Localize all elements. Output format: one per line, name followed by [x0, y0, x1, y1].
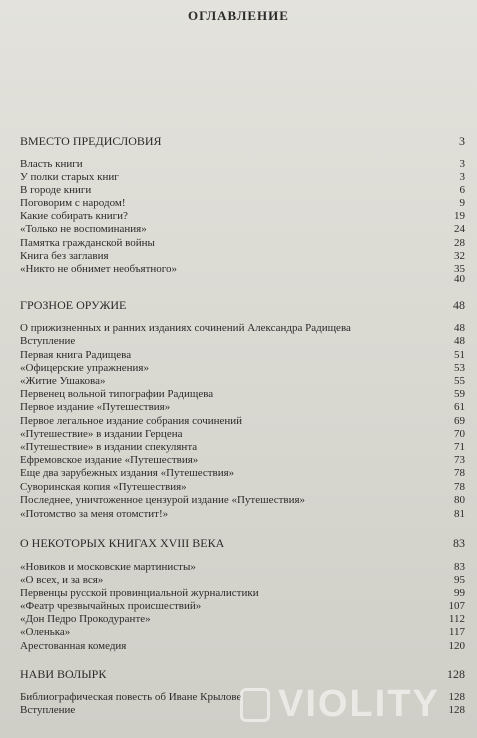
toc-page-number: 3	[459, 134, 465, 148]
toc-page-number: 9	[459, 197, 465, 209]
toc-entry-text: ВМЕСТО ПРЕДИСЛОВИЯ	[20, 134, 162, 148]
toc-page-number: 107	[448, 600, 465, 612]
toc-entry-text: Первое издание «Путешествия»	[20, 401, 171, 413]
toc-entry-text: Какие собирать книги?	[20, 210, 128, 222]
toc-page-number: 24	[454, 223, 465, 235]
toc-entry	[20, 586, 465, 600]
toc-entry	[20, 573, 465, 587]
watermark-logo-icon	[240, 688, 270, 722]
toc-page-number: 19	[454, 210, 465, 222]
toc-entry	[20, 222, 465, 236]
toc-entry-text: Вступление	[20, 704, 76, 716]
toc-entry-text: Библиографическая повесть об Иване Крылове	[20, 691, 242, 703]
toc-entry	[20, 414, 465, 428]
toc-entry	[20, 361, 465, 375]
toc-entry	[20, 400, 465, 414]
toc-entry-text: «Офицерские упражнения»	[20, 362, 149, 374]
toc-entry	[20, 466, 465, 480]
toc-entry	[20, 157, 465, 171]
toc-entry-text: «Феатр чрезвычайных происшествий»	[20, 600, 202, 612]
toc-entry-text: Первенцы русской провинциальной журналистики	[20, 587, 259, 599]
toc-page-number: 48	[453, 298, 465, 312]
toc-page-number: 95	[454, 574, 465, 586]
toc-entry-text: Еще два зарубежных издания «Путешествия»	[20, 467, 235, 479]
toc-page-number: 117	[448, 626, 465, 638]
toc-page-number: 99	[454, 587, 465, 599]
toc-page-number: 59	[454, 388, 465, 400]
toc-page-number: 128	[448, 704, 465, 716]
toc-page-number: 61	[454, 401, 465, 413]
toc-page-number: 80	[454, 494, 465, 506]
toc-entry-text: У полки старых книг	[20, 171, 119, 183]
toc-entry-text: О прижизненных и ранних изданиях сочинений Александра Радищева	[20, 322, 351, 334]
toc-entry-text: Первенец вольной типографии Радищева	[20, 388, 214, 400]
toc-entry	[20, 507, 465, 521]
toc-entry	[20, 625, 465, 639]
toc-entry-text: Ефремовское издание «Путешествия»	[20, 454, 199, 466]
toc-entry	[20, 480, 465, 494]
toc-section-heading	[20, 666, 465, 682]
toc-entry-text: В городе книги	[20, 184, 92, 196]
toc-entry	[20, 387, 465, 401]
toc-entry-text: «Оленька»	[20, 626, 71, 638]
toc-page-number: 55	[454, 375, 465, 387]
toc-entry-text: НАВИ ВОЛЫРК	[20, 667, 107, 681]
toc-entry	[20, 272, 465, 286]
toc-entry	[20, 348, 465, 362]
toc-entry-text: Последнее, уничтоженное цензурой издание «Путешествия»	[20, 494, 306, 506]
toc-page-number: 128	[447, 667, 465, 681]
toc-entry-text: «Никто не обнимет необъятного»	[20, 263, 178, 275]
toc-entry	[20, 321, 465, 335]
toc-entry-text: Книга без заглавия	[20, 250, 109, 262]
toc-entry-text: «Путешествие» в издании Герцена	[20, 428, 183, 440]
toc-section-heading	[20, 133, 465, 149]
toc-page-number: 3	[459, 171, 465, 183]
toc-entry-text: «Только не воспоминания»	[20, 223, 147, 235]
toc-entry	[20, 183, 465, 197]
toc-entry-text: Суворинская копия «Путешествия»	[20, 481, 187, 493]
toc-section-heading	[20, 297, 465, 313]
toc-page-number: 81	[454, 508, 465, 520]
toc-page-number: 69	[454, 415, 465, 427]
toc-page-number: 53	[454, 362, 465, 374]
toc-entry-text: Первое легальное издание собрания сочинений	[20, 415, 243, 427]
toc-page-number: 83	[453, 536, 465, 550]
toc-page-number: 6	[459, 184, 465, 196]
toc-page-number: 73	[454, 454, 465, 466]
toc-entry	[20, 453, 465, 467]
toc-entry	[20, 236, 465, 250]
toc-page-number: 3	[459, 158, 465, 170]
toc-page-number: 32	[454, 250, 465, 262]
toc-entry-text: Памятка гражданской войны	[20, 237, 155, 249]
toc-page-number: 112	[448, 613, 465, 625]
toc-entry-text: «Потомство за меня отомстит!»	[20, 508, 169, 520]
toc-entry-text: «Путешествие» в издании спекулянта	[20, 441, 198, 453]
toc-entry-text: Первая книга Радищева	[20, 349, 132, 361]
toc-page-number: 78	[454, 481, 465, 493]
toc-entry-text: «Новиков и московские мартинисты»	[20, 561, 196, 573]
page-title: ОГЛАВЛЕНИЕ	[188, 8, 289, 23]
toc-page-number: 128	[448, 691, 465, 703]
toc-page-number: 28	[454, 237, 465, 249]
toc-entry	[20, 427, 465, 441]
watermark-text: VIOLITY	[278, 683, 440, 725]
toc-page-number: 78	[454, 467, 465, 479]
toc-page-number: 71	[454, 441, 465, 453]
toc-entry	[20, 334, 465, 348]
toc-page-number: 48	[454, 335, 465, 347]
toc-entry	[20, 560, 465, 574]
toc-entry-text: Вступление	[20, 335, 76, 347]
toc-entry-text: Поговорим с народом!	[20, 197, 126, 209]
toc-page-number: 83	[454, 561, 465, 573]
toc-entry-text: «О всех, и за вся»	[20, 574, 104, 586]
toc-entry	[20, 612, 465, 626]
toc-entry	[20, 249, 465, 263]
toc-page-number: 51	[454, 349, 465, 361]
toc-page-number: 120	[448, 640, 465, 652]
toc-entry-text: Власть книги	[20, 158, 83, 170]
toc-entry	[20, 374, 465, 388]
toc-entry	[20, 209, 465, 223]
toc-page-number: 40	[454, 273, 465, 285]
toc-entry	[20, 493, 465, 507]
toc-entry-text: «Дон Педро Прокодуранте»	[20, 613, 151, 625]
toc-entry	[20, 639, 465, 653]
toc-page-number: 35	[454, 263, 465, 275]
toc-entry-text: «Житие Ушакова»	[20, 375, 106, 387]
toc-entry	[20, 196, 465, 210]
toc-page-number: 48	[454, 322, 465, 334]
toc-entry	[20, 599, 465, 613]
toc-entry	[20, 440, 465, 454]
toc-page-number: 70	[454, 428, 465, 440]
toc-entry	[20, 170, 465, 184]
toc-entry-text: О НЕКОТОРЫХ КНИГАХ XVIII ВЕКА	[20, 536, 225, 550]
toc-entry-text: Арестованная комедия	[20, 640, 127, 652]
toc-section-heading	[20, 535, 465, 551]
toc-entry-text: ГРОЗНОЕ ОРУЖИЕ	[20, 298, 127, 312]
